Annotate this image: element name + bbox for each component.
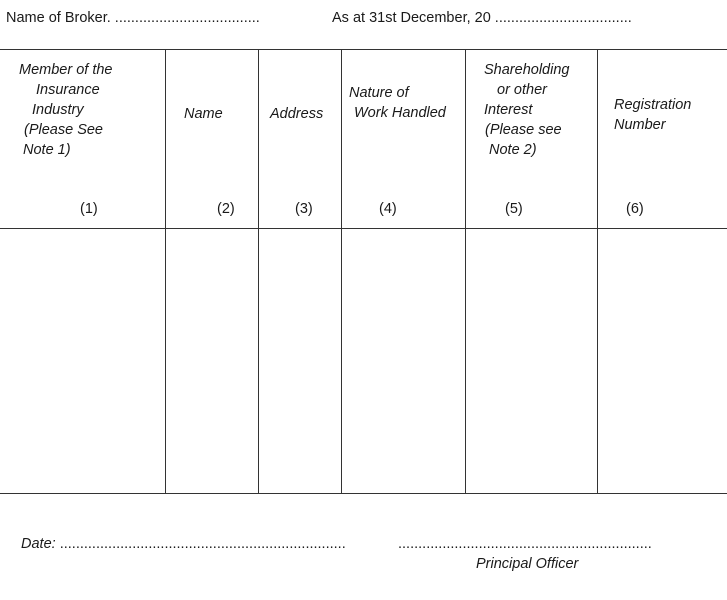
- column-header-member: Member of the Insurance Industry (Please See Note 1): [19, 62, 113, 158]
- column-number: (6): [626, 201, 644, 217]
- column-header-name: Name: [184, 106, 223, 122]
- as-at-date-line: As at 31st December, 20 ..................................: [332, 10, 632, 26]
- column-number: (3): [295, 201, 313, 217]
- date-dots: .......................................................................: [55, 536, 346, 552]
- broker-name-line: Name of Broker. ....................................: [6, 10, 260, 26]
- column-number: (1): [80, 201, 98, 217]
- column-number: (2): [217, 201, 235, 217]
- column-number: (4): [379, 201, 397, 217]
- column-header-address: Address: [270, 106, 324, 122]
- signature-line: ...............................................................: [398, 536, 652, 552]
- principal-officer-label: Principal Officer: [476, 556, 579, 572]
- column-header-nature-of-work: Nature of Work Handled: [349, 85, 446, 121]
- date-line: [21, 536, 346, 552]
- column-number: (5): [505, 201, 523, 217]
- column-header-registration: Registration Number: [614, 97, 692, 133]
- table-bottom-border: [0, 493, 727, 494]
- column-header-shareholding: Shareholding or other Interest (Please see Note 2): [484, 62, 570, 158]
- table-body: [0, 229, 727, 493]
- table-top-border: [0, 49, 727, 50]
- date-label: Date:: [21, 536, 56, 552]
